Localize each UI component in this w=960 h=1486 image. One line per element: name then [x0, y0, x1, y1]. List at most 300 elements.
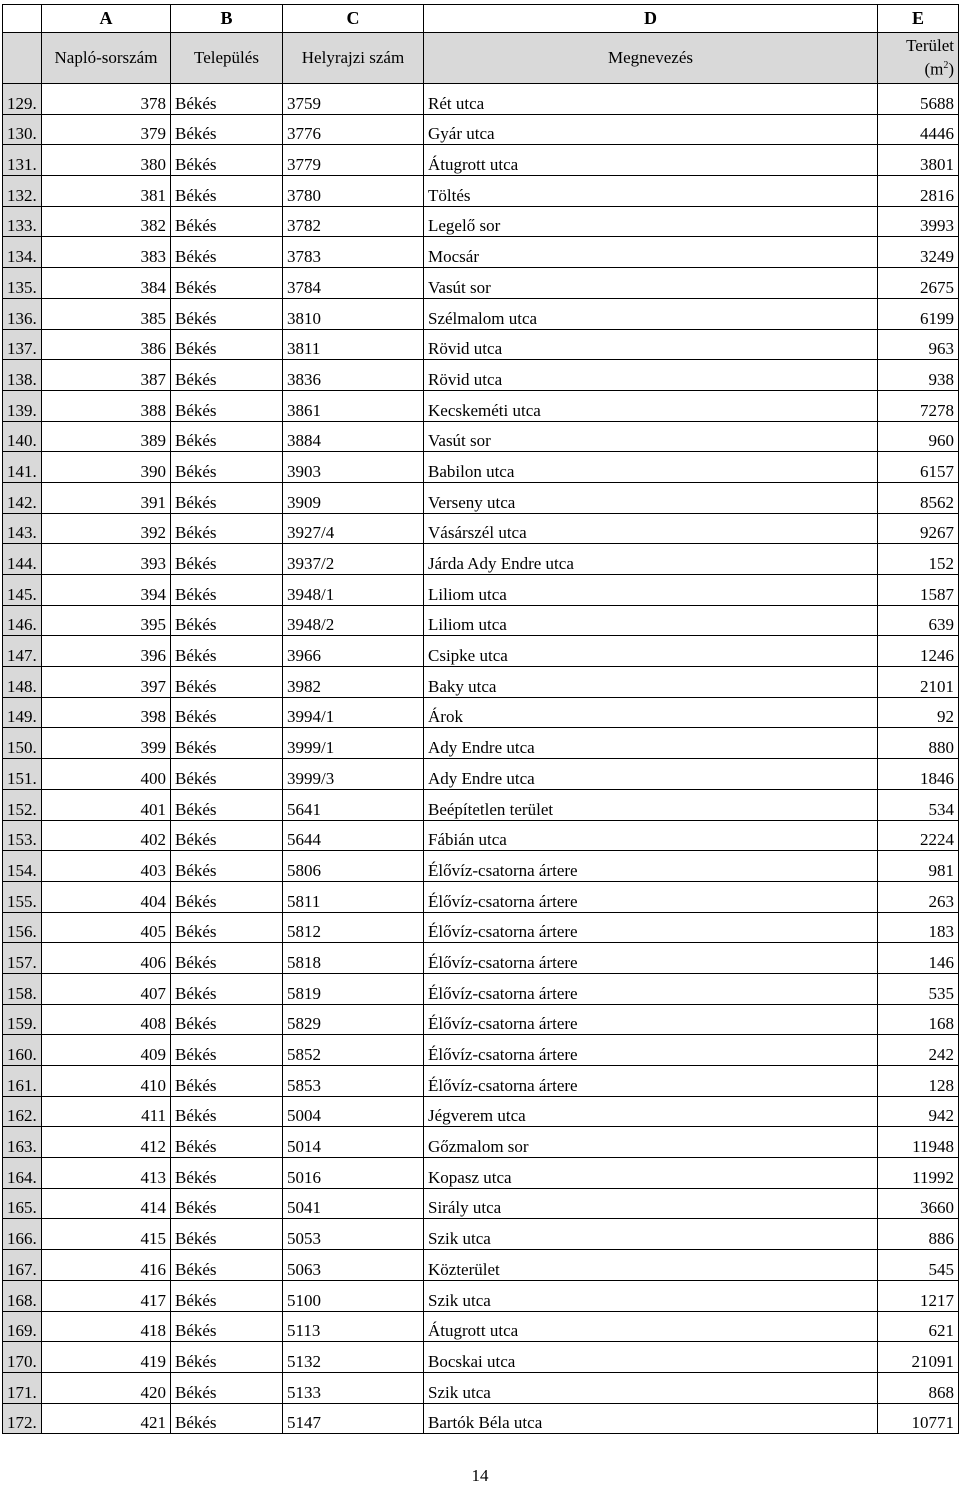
megnevezes-cell: Vásárszél utca	[424, 513, 878, 544]
megnevezes-cell: Szik utca	[424, 1372, 878, 1403]
telepules-cell: Békés	[171, 605, 283, 636]
terulet-cell: 2816	[878, 176, 959, 207]
helyrajzi-szam-cell: 3948/2	[283, 605, 424, 636]
naplo-sorszam-cell: 384	[42, 268, 171, 299]
telepules-cell: Békés	[171, 329, 283, 360]
header-terulet-label: Terület (m	[906, 36, 954, 79]
terulet-cell: 242	[878, 1035, 959, 1066]
naplo-sorszam-cell: 409	[42, 1035, 171, 1066]
megnevezes-cell: Ady Endre utca	[424, 728, 878, 759]
megnevezes-cell: Kopasz utca	[424, 1158, 878, 1189]
row-number-cell: 159.	[3, 1004, 42, 1035]
megnevezes-cell: Gyár utca	[424, 114, 878, 145]
row-number-cell: 135.	[3, 268, 42, 299]
telepules-cell: Békés	[171, 636, 283, 667]
table-row	[3, 728, 959, 759]
row-number-cell: 144.	[3, 544, 42, 575]
terulet-cell: 146	[878, 943, 959, 974]
megnevezes-cell: Fábián utca	[424, 820, 878, 851]
naplo-sorszam-cell: 393	[42, 544, 171, 575]
helyrajzi-szam-cell: 5016	[283, 1158, 424, 1189]
table-row	[3, 1127, 959, 1158]
row-number-cell: 152.	[3, 789, 42, 820]
table-body	[3, 84, 959, 1434]
naplo-sorszam-cell: 420	[42, 1372, 171, 1403]
megnevezes-cell: Baky utca	[424, 667, 878, 698]
naplo-sorszam-cell: 386	[42, 329, 171, 360]
naplo-sorszam-cell: 385	[42, 298, 171, 329]
megnevezes-cell: Bartók Béla utca	[424, 1403, 878, 1434]
row-number-cell: 166.	[3, 1219, 42, 1250]
megnevezes-cell: Élővíz-csatorna ártere	[424, 1004, 878, 1035]
column-letter-e: E	[878, 5, 959, 33]
row-number-cell: 130.	[3, 114, 42, 145]
table-row	[3, 360, 959, 391]
naplo-sorszam-cell: 383	[42, 237, 171, 268]
helyrajzi-szam-cell: 5819	[283, 973, 424, 1004]
naplo-sorszam-cell: 419	[42, 1342, 171, 1373]
terulet-cell: 92	[878, 697, 959, 728]
row-number-cell: 172.	[3, 1403, 42, 1434]
row-number-cell: 170.	[3, 1342, 42, 1373]
table-row	[3, 789, 959, 820]
telepules-cell: Békés	[171, 881, 283, 912]
megnevezes-cell: Gőzmalom sor	[424, 1127, 878, 1158]
terulet-cell: 3660	[878, 1188, 959, 1219]
table-row	[3, 84, 959, 115]
helyrajzi-szam-cell: 3776	[283, 114, 424, 145]
table-row	[3, 1004, 959, 1035]
megnevezes-cell: Közterület	[424, 1250, 878, 1281]
megnevezes-cell: Átugrott utca	[424, 145, 878, 176]
terulet-cell: 545	[878, 1250, 959, 1281]
megnevezes-cell: Élővíz-csatorna ártere	[424, 851, 878, 882]
column-letter-d: D	[424, 5, 878, 33]
row-number-cell: 162.	[3, 1096, 42, 1127]
table-row	[3, 636, 959, 667]
helyrajzi-szam-cell: 3783	[283, 237, 424, 268]
row-number-cell: 157.	[3, 943, 42, 974]
telepules-cell: Békés	[171, 114, 283, 145]
telepules-cell: Békés	[171, 1096, 283, 1127]
terulet-cell: 7278	[878, 390, 959, 421]
terulet-cell: 3993	[878, 206, 959, 237]
telepules-cell: Békés	[171, 575, 283, 606]
megnevezes-cell: Bocskai utca	[424, 1342, 878, 1373]
helyrajzi-szam-cell: 5829	[283, 1004, 424, 1035]
terulet-cell: 168	[878, 1004, 959, 1035]
header-terulet-sup: 2	[943, 60, 949, 72]
megnevezes-cell: Sirály utca	[424, 1188, 878, 1219]
megnevezes-cell: Csipke utca	[424, 636, 878, 667]
terulet-cell: 8562	[878, 482, 959, 513]
naplo-sorszam-cell: 381	[42, 176, 171, 207]
helyrajzi-szam-cell: 5133	[283, 1372, 424, 1403]
row-number-cell: 142.	[3, 482, 42, 513]
telepules-cell: Békés	[171, 1066, 283, 1097]
row-number-cell: 164.	[3, 1158, 42, 1189]
table-row	[3, 575, 959, 606]
row-number-cell: 167.	[3, 1250, 42, 1281]
helyrajzi-szam-cell: 5113	[283, 1311, 424, 1342]
terulet-cell: 886	[878, 1219, 959, 1250]
helyrajzi-szam-cell: 5100	[283, 1280, 424, 1311]
helyrajzi-szam-cell: 3982	[283, 667, 424, 698]
megnevezes-cell: Ady Endre utca	[424, 759, 878, 790]
table-row	[3, 943, 959, 974]
helyrajzi-szam-cell: 3782	[283, 206, 424, 237]
header-terulet	[878, 33, 959, 84]
table-row	[3, 667, 959, 698]
row-number-cell: 140.	[3, 421, 42, 452]
table-row	[3, 206, 959, 237]
telepules-cell: Békés	[171, 1372, 283, 1403]
row-number-cell: 149.	[3, 697, 42, 728]
helyrajzi-szam-cell: 3994/1	[283, 697, 424, 728]
megnevezes-cell: Átugrott utca	[424, 1311, 878, 1342]
terulet-cell: 963	[878, 329, 959, 360]
helyrajzi-szam-cell: 3927/4	[283, 513, 424, 544]
terulet-cell: 2224	[878, 820, 959, 851]
parcel-table	[2, 4, 959, 1434]
helyrajzi-szam-cell: 3779	[283, 145, 424, 176]
row-number-cell: 141.	[3, 452, 42, 483]
row-number-cell: 150.	[3, 728, 42, 759]
naplo-sorszam-cell: 378	[42, 84, 171, 115]
telepules-cell: Békés	[171, 1280, 283, 1311]
terulet-cell: 942	[878, 1096, 959, 1127]
megnevezes-cell: Rövid utca	[424, 360, 878, 391]
row-number-cell: 137.	[3, 329, 42, 360]
row-number-cell: 132.	[3, 176, 42, 207]
helyrajzi-szam-cell: 3966	[283, 636, 424, 667]
helyrajzi-szam-cell: 5147	[283, 1403, 424, 1434]
naplo-sorszam-cell: 405	[42, 912, 171, 943]
helyrajzi-szam-cell: 3884	[283, 421, 424, 452]
table-row	[3, 697, 959, 728]
megnevezes-cell: Jégverem utca	[424, 1096, 878, 1127]
table-row	[3, 1096, 959, 1127]
column-letter-row	[3, 5, 959, 33]
row-number-cell: 138.	[3, 360, 42, 391]
terulet-cell: 4446	[878, 114, 959, 145]
terulet-cell: 11992	[878, 1158, 959, 1189]
table-row	[3, 513, 959, 544]
helyrajzi-szam-cell: 5811	[283, 881, 424, 912]
telepules-cell: Békés	[171, 912, 283, 943]
naplo-sorszam-cell: 411	[42, 1096, 171, 1127]
megnevezes-cell: Töltés	[424, 176, 878, 207]
row-number-cell: 133.	[3, 206, 42, 237]
telepules-cell: Békés	[171, 973, 283, 1004]
row-number-cell: 151.	[3, 759, 42, 790]
telepules-cell: Békés	[171, 390, 283, 421]
table-row	[3, 544, 959, 575]
megnevezes-cell: Árok	[424, 697, 878, 728]
terulet-cell: 534	[878, 789, 959, 820]
megnevezes-cell: Vasút sor	[424, 421, 878, 452]
megnevezes-cell: Vasút sor	[424, 268, 878, 299]
terulet-cell: 868	[878, 1372, 959, 1403]
table-row	[3, 329, 959, 360]
terulet-cell: 128	[878, 1066, 959, 1097]
megnevezes-cell: Élővíz-csatorna ártere	[424, 912, 878, 943]
row-number-cell: 155.	[3, 881, 42, 912]
table-row	[3, 820, 959, 851]
megnevezes-cell: Beépítetlen terület	[424, 789, 878, 820]
helyrajzi-szam-cell: 3909	[283, 482, 424, 513]
naplo-sorszam-cell: 406	[42, 943, 171, 974]
terulet-cell: 981	[878, 851, 959, 882]
naplo-sorszam-cell: 397	[42, 667, 171, 698]
helyrajzi-szam-cell: 5852	[283, 1035, 424, 1066]
helyrajzi-szam-cell: 5063	[283, 1250, 424, 1281]
megnevezes-cell: Kecskeméti utca	[424, 390, 878, 421]
megnevezes-cell: Verseny utca	[424, 482, 878, 513]
table-row	[3, 759, 959, 790]
naplo-sorszam-cell: 388	[42, 390, 171, 421]
helyrajzi-szam-cell: 3784	[283, 268, 424, 299]
helyrajzi-szam-cell: 5806	[283, 851, 424, 882]
megnevezes-cell: Rét utca	[424, 84, 878, 115]
naplo-sorszam-cell: 402	[42, 820, 171, 851]
table-row	[3, 1311, 959, 1342]
terulet-cell: 535	[878, 973, 959, 1004]
table-row	[3, 176, 959, 207]
table-row	[3, 1372, 959, 1403]
megnevezes-cell: Rövid utca	[424, 329, 878, 360]
header-naplo-sorszam: Napló-sorszám	[42, 33, 171, 84]
naplo-sorszam-cell: 398	[42, 697, 171, 728]
helyrajzi-szam-cell: 5853	[283, 1066, 424, 1097]
telepules-cell: Békés	[171, 544, 283, 575]
helyrajzi-szam-cell: 3780	[283, 176, 424, 207]
row-number-cell: 145.	[3, 575, 42, 606]
table-row	[3, 912, 959, 943]
terulet-cell: 1587	[878, 575, 959, 606]
naplo-sorszam-cell: 412	[42, 1127, 171, 1158]
terulet-cell: 5688	[878, 84, 959, 115]
row-number-cell: 131.	[3, 145, 42, 176]
row-number-cell: 163.	[3, 1127, 42, 1158]
terulet-cell: 3249	[878, 237, 959, 268]
telepules-cell: Békés	[171, 851, 283, 882]
megnevezes-cell: Mocsár	[424, 237, 878, 268]
table-row	[3, 1280, 959, 1311]
row-number-cell: 156.	[3, 912, 42, 943]
megnevezes-cell: Legelő sor	[424, 206, 878, 237]
page-number: 14	[471, 1466, 489, 1485]
row-number-cell: 161.	[3, 1066, 42, 1097]
terulet-cell: 3801	[878, 145, 959, 176]
telepules-cell: Békés	[171, 1004, 283, 1035]
naplo-sorszam-cell: 401	[42, 789, 171, 820]
table-row	[3, 237, 959, 268]
table-row	[3, 1158, 959, 1189]
helyrajzi-szam-cell: 3999/3	[283, 759, 424, 790]
row-number-cell: 129.	[3, 84, 42, 115]
table-row	[3, 268, 959, 299]
table-row	[3, 1219, 959, 1250]
row-number-cell: 148.	[3, 667, 42, 698]
naplo-sorszam-cell: 399	[42, 728, 171, 759]
naplo-sorszam-cell: 392	[42, 513, 171, 544]
telepules-cell: Békés	[171, 1035, 283, 1066]
helyrajzi-szam-cell: 5132	[283, 1342, 424, 1373]
terulet-cell: 21091	[878, 1342, 959, 1373]
column-header-row	[3, 33, 959, 84]
row-number-cell: 146.	[3, 605, 42, 636]
naplo-sorszam-cell: 396	[42, 636, 171, 667]
terulet-cell: 183	[878, 912, 959, 943]
helyrajzi-szam-cell: 3811	[283, 329, 424, 360]
naplo-sorszam-cell: 380	[42, 145, 171, 176]
table-row	[3, 881, 959, 912]
helyrajzi-szam-cell: 3759	[283, 84, 424, 115]
table-row	[3, 421, 959, 452]
row-number-cell: 134.	[3, 237, 42, 268]
telepules-cell: Békés	[171, 452, 283, 483]
naplo-sorszam-cell: 407	[42, 973, 171, 1004]
naplo-sorszam-cell: 421	[42, 1403, 171, 1434]
terulet-cell: 6199	[878, 298, 959, 329]
naplo-sorszam-cell: 417	[42, 1280, 171, 1311]
header-helyrajzi-szam: Helyrajzi szám	[283, 33, 424, 84]
terulet-cell: 639	[878, 605, 959, 636]
naplo-sorszam-cell: 387	[42, 360, 171, 391]
terulet-cell: 938	[878, 360, 959, 391]
telepules-cell: Békés	[171, 1188, 283, 1219]
terulet-cell: 11948	[878, 1127, 959, 1158]
megnevezes-cell: Élővíz-csatorna ártere	[424, 881, 878, 912]
row-number-cell: 136.	[3, 298, 42, 329]
naplo-sorszam-cell: 416	[42, 1250, 171, 1281]
telepules-cell: Békés	[171, 482, 283, 513]
telepules-cell: Békés	[171, 667, 283, 698]
megnevezes-cell: Járda Ady Endre utca	[424, 544, 878, 575]
megnevezes-cell: Élővíz-csatorna ártere	[424, 943, 878, 974]
row-number-cell: 154.	[3, 851, 42, 882]
telepules-cell: Békés	[171, 1403, 283, 1434]
header-telepules: Település	[171, 33, 283, 84]
table-row	[3, 1403, 959, 1434]
telepules-cell: Békés	[171, 1311, 283, 1342]
megnevezes-cell: Élővíz-csatorna ártere	[424, 1035, 878, 1066]
helyrajzi-szam-cell: 5812	[283, 912, 424, 943]
telepules-cell: Békés	[171, 145, 283, 176]
telepules-cell: Békés	[171, 84, 283, 115]
header-megnevezes: Megnevezés	[424, 33, 878, 84]
header-terulet-close: )	[948, 59, 954, 79]
telepules-cell: Békés	[171, 237, 283, 268]
naplo-sorszam-cell: 404	[42, 881, 171, 912]
column-letter-b: B	[171, 5, 283, 33]
telepules-cell: Békés	[171, 789, 283, 820]
table-row	[3, 605, 959, 636]
telepules-cell: Békés	[171, 1250, 283, 1281]
telepules-cell: Békés	[171, 820, 283, 851]
naplo-sorszam-cell: 389	[42, 421, 171, 452]
helyrajzi-szam-cell: 5004	[283, 1096, 424, 1127]
row-number-cell: 143.	[3, 513, 42, 544]
telepules-cell: Békés	[171, 176, 283, 207]
table-row	[3, 452, 959, 483]
terulet-cell: 880	[878, 728, 959, 759]
helyrajzi-szam-cell: 5014	[283, 1127, 424, 1158]
table-row	[3, 298, 959, 329]
table-row	[3, 1035, 959, 1066]
table-row	[3, 482, 959, 513]
table-row	[3, 1188, 959, 1219]
column-letter-a: A	[42, 5, 171, 33]
helyrajzi-szam-cell: 5644	[283, 820, 424, 851]
terulet-cell: 263	[878, 881, 959, 912]
row-number-cell: 160.	[3, 1035, 42, 1066]
helyrajzi-szam-cell: 3903	[283, 452, 424, 483]
row-number-cell: 147.	[3, 636, 42, 667]
naplo-sorszam-cell: 395	[42, 605, 171, 636]
telepules-cell: Békés	[171, 268, 283, 299]
megnevezes-cell: Szik utca	[424, 1219, 878, 1250]
corner-header-cell	[3, 33, 42, 84]
row-number-cell: 139.	[3, 390, 42, 421]
row-number-cell: 168.	[3, 1280, 42, 1311]
helyrajzi-szam-cell: 3861	[283, 390, 424, 421]
helyrajzi-szam-cell: 5041	[283, 1188, 424, 1219]
telepules-cell: Békés	[171, 1342, 283, 1373]
telepules-cell: Békés	[171, 759, 283, 790]
megnevezes-cell: Liliom utca	[424, 605, 878, 636]
telepules-cell: Békés	[171, 360, 283, 391]
telepules-cell: Békés	[171, 1127, 283, 1158]
telepules-cell: Békés	[171, 298, 283, 329]
row-number-cell: 165.	[3, 1188, 42, 1219]
table-row	[3, 851, 959, 882]
telepules-cell: Békés	[171, 513, 283, 544]
naplo-sorszam-cell: 382	[42, 206, 171, 237]
telepules-cell: Békés	[171, 1219, 283, 1250]
row-number-cell: 153.	[3, 820, 42, 851]
table-row	[3, 1250, 959, 1281]
helyrajzi-szam-cell: 3810	[283, 298, 424, 329]
megnevezes-cell: Liliom utca	[424, 575, 878, 606]
helyrajzi-szam-cell: 5818	[283, 943, 424, 974]
megnevezes-cell: Szélmalom utca	[424, 298, 878, 329]
naplo-sorszam-cell: 410	[42, 1066, 171, 1097]
naplo-sorszam-cell: 391	[42, 482, 171, 513]
terulet-cell: 10771	[878, 1403, 959, 1434]
table-row	[3, 973, 959, 1004]
table-row	[3, 1342, 959, 1373]
megnevezes-cell: Élővíz-csatorna ártere	[424, 973, 878, 1004]
table-row	[3, 114, 959, 145]
naplo-sorszam-cell: 413	[42, 1158, 171, 1189]
naplo-sorszam-cell: 403	[42, 851, 171, 882]
table-row	[3, 145, 959, 176]
terulet-cell: 2675	[878, 268, 959, 299]
telepules-cell: Békés	[171, 943, 283, 974]
helyrajzi-szam-cell: 3999/1	[283, 728, 424, 759]
corner-cell	[3, 5, 42, 33]
telepules-cell: Békés	[171, 1158, 283, 1189]
terulet-cell: 1217	[878, 1280, 959, 1311]
helyrajzi-szam-cell: 3836	[283, 360, 424, 391]
telepules-cell: Békés	[171, 206, 283, 237]
naplo-sorszam-cell: 390	[42, 452, 171, 483]
telepules-cell: Békés	[171, 421, 283, 452]
naplo-sorszam-cell: 415	[42, 1219, 171, 1250]
table-row	[3, 390, 959, 421]
